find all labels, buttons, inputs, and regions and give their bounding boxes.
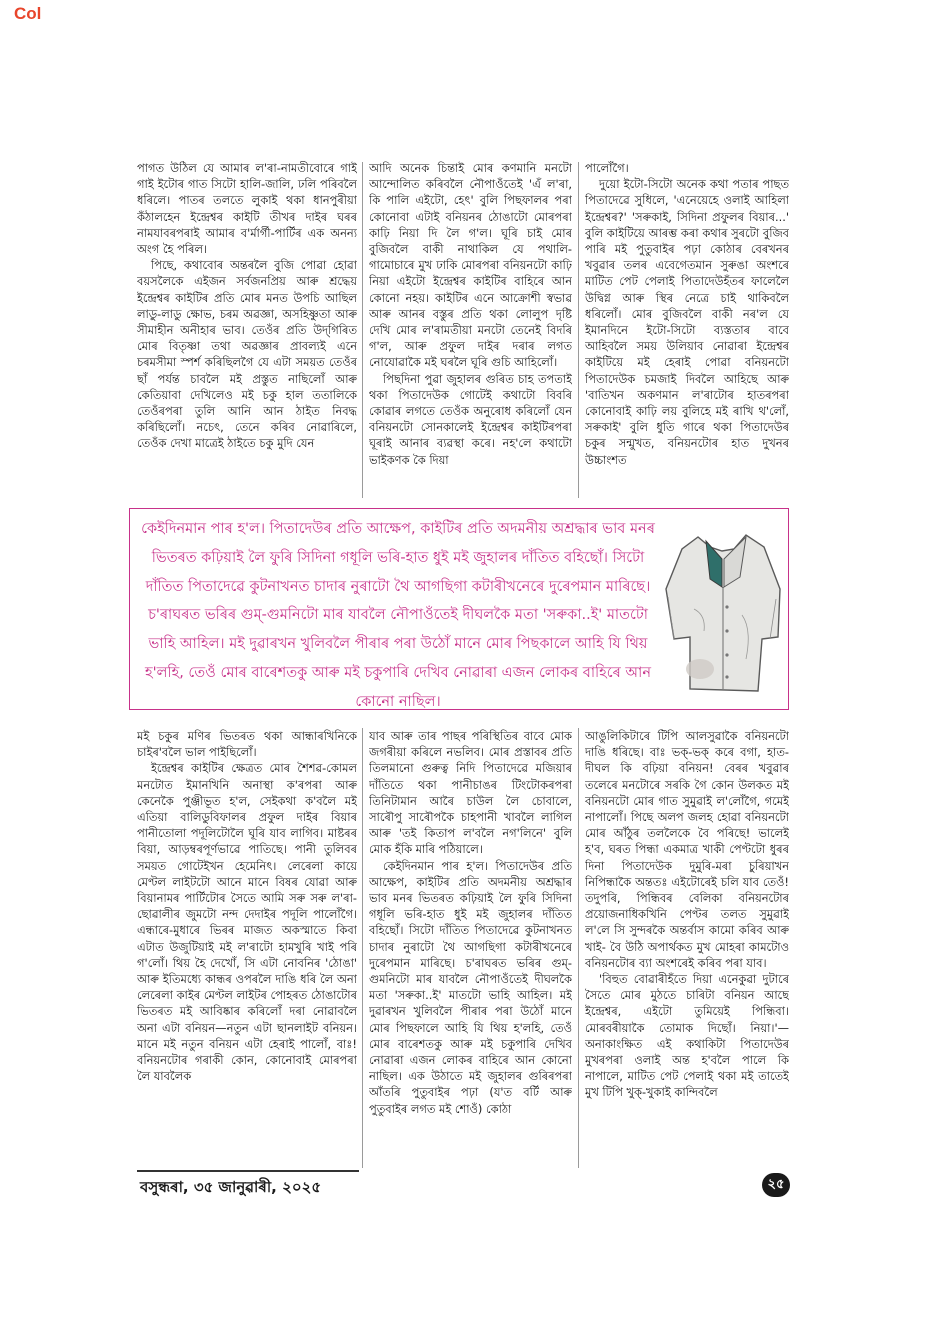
column-top-2: [369, 160, 572, 500]
paragraph: কেইদিনমান পাৰ হ'ল। পিতাদেউৰ প্ৰতি আক্ষেপ, কাইটিৰ প্ৰতি অদমনীয় অশ্ৰদ্ধাৰ ভাব মনৰ ভিতৰত কঢ়িয়াই লৈ ফুৰি সিদিনা গধূলি ভৰি-হাত ধুই মই জুহালৰ দাঁতিত বহিছোঁ। সিটো দাঁতিত পিতাদেৱে কুটনাখনত চাদাৰ নুৰাটো থৈ আগছিগা কটাৰীখনেৰে দুৰেপমান মাৰিছে। চ'ৰাঘৰত ভৰিৰ গুম্‌-গুমনিটো মাৰ যাবলৈ নৌপাওঁতেই দীঘলকৈ মতা 'সৰুকা..ই' মাতটো ভাহি আহিল। মই দুৱাৰখন খুলিবলৈ পীৰাৰ পৰা উঠোঁ মানে মোৰ পিছফালে আহি যি থিয় হ'লহি, তেওঁ মোৰ বাৰেশতকু আৰু মই চকুপাৰি দেখিব নোৱাৰা এজন লোকৰ বাহিৰে আন কোনো নাছিল। এক উঠাতে মই জুহালৰ গুৰিৰপৰা আঁতৰি পুতুবাইৰ পঢ়া (য'ত বৰ্টি আৰু পুতুবাইৰ লগত মই শোওঁ) কোঠা: [369, 858, 572, 1116]
corner-tag: Col: [14, 4, 42, 23]
column-divider: [362, 162, 363, 498]
footer-rule: [137, 1170, 359, 1172]
column-divider: [578, 162, 579, 498]
column-bottom-3: [585, 728, 789, 1168]
publication-footer: বসুন্ধৰা, ৩৫ জানুৱাৰী, ২০২৫: [140, 1178, 322, 1196]
column-bottom-2: [369, 728, 572, 1168]
pull-quote-text: কেইদিনমান পাৰ হ'ল। পিতাদেউৰ প্ৰতি আক্ষেপ, কাইটিৰ প্ৰতি অদমনীয় অশ্ৰদ্ধাৰ ভাব মনৰ ভিতৰত কঢ়িয়াই লৈ ফুৰি সিদিনা গধূলি ভৰি-হাত ধুই মই জুহালৰ দাঁতিত বহিছোঁ। সিটো দাঁতিত পিতাদেৱে কুটনাখনত চাদাৰ নুৰাটো থৈ আগছিগা কটাৰীখনেৰে দুৰেপমান মাৰিছে। চ'ৰাঘৰত ভৰিৰ গুম্‌-গুমনিটো মাৰ যাবলৈ নৌপাওঁতেই দীঘলকৈ মতা 'সৰুকা..ই' মাতটো ভাহি আহিল। মই দুৱাৰখন খুলিবলৈ পীৰাৰ পৰা উঠোঁ মানে মোৰ পিছকালে আহি যি থিয় হ'লহি, তেওঁ মোৰ বাৰেশতকু আৰু মই চকুপাৰি দেখিব নোৱাৰা এজন লোকৰ বাহিৰে আন কোনো নাছিল।: [141, 521, 655, 710]
paragraph: মই চকুৰ মণিৰ ভিতৰত থকা আন্ধাৰখিনিকে চাইৰ'বলৈ ভাল পাইছিলোঁ।: [137, 729, 357, 760]
paragraph: পিছদিনা পুৱা জুহালৰ গুৰিত চাহ তপতাই থকা পিতাদেউক গোটেই কথাটো বিবৰি কোৱাৰ লগতে তেওঁক অনুৰোধ কৰিলোঁ যেন বনিয়নটো সোনকালেই ইন্দ্ৰেশ্বৰ কাইটিৰপৰা ঘূৰাই আনাৰ ব্যৱস্থা কৰে। নহ'লে কথাটো ভাইকণক কৈ দিয়া: [369, 371, 572, 467]
paragraph: পিছে, কথাবোৰ অন্তৰলৈ বুজি পোৱা হোৱা বয়সলৈকে এইজন সৰ্বজনপ্ৰিয় আৰু শ্ৰদ্ধেয় ইন্দ্ৰেশ্বৰ কাইটিৰ প্ৰতি মোৰ মনত উপচি আছিল লাডু-লাডু ক্ষোভ, চৰম অৱজ্ঞা, অসহিষ্ণুতা আৰু সীমাহীন অনীহাৰ ভাব। তেওঁৰ প্ৰতি উদ্‌গিৰিত মোৰ বিতৃষ্ণা তথা অৱজ্ঞাৰ প্ৰাবল্যই এনে চৰমসীমা স্পৰ্শ কৰিছিলগৈ যে এটা সময়ত তেওঁৰ ছাঁ পৰ্যন্ত চাবলৈ মই প্ৰস্তুত নাছিলোঁ আৰু কেতিয়াবা দেখিলেও মই চকু হাল ততালিকে তেওঁৰপৰা তুলি আনি আন ঠাইত নিবদ্ধ কৰিছিলোঁ। নচেৎ, তেনে কৰিব নোৱাৰিলে, তেওঁক দেখা মাত্ৰেই ঠাইতে চকু মুদি যেন: [137, 258, 357, 451]
paragraph: পাগত উঠিল যে আমাৰ ল'ৰা-নামতীবোৰে গাই গাই ইটোৰ গাত সিটো হালি-জালি, ঢলি পৰিবলৈ ধৰিলে। পাতৰ তলতে লুকাই থকা ধানপুৰীয়া কঁঠালহেন ইন্দ্ৰেশ্বৰ কাইটি তীখৰ দাইৰ ঘৰৰ নামযাবৰপৰাই আমাৰ ব'ৰ্মাৰ্গী-পাৰ্টিৰ এক অনন্য অংগ হৈ পৰিল।: [137, 161, 357, 257]
paragraph: ইন্দ্ৰেশ্বৰ কাইটিৰ ক্ষেত্ৰত মোৰ শৈশৱ-কোমল মনটোত ইমানখিনি অনাস্থা ক'ৰপৰা আৰু কেনেকৈ পুঞ্জীভূত হ'ল, সেইকথা ক'বলৈ মই এতিয়া বালিডুবিফালৰ প্ৰফুল দাইৰ বিয়াৰ পানীতোলা পদূলিটোলৈ ঘূৰি যাব লাগিব। মাষ্টৰৰ বিয়া, আড়ম্বৰপূৰ্ণভাৱে পাতিছে। পানী তুলিবৰ সময়ত গোটেইখন হেমেনিৎ। লেৰেলা কায়ে মেণ্টল লাইটটো আনে মানে বিষৰ যোৱা আৰু বিয়ানামৰ পাৰ্টিটোৰ সৈতে আমি সৰু সৰু ল'ৰা-ছোৱালীৰ জুমটো নন্দ দেদাইৰ পদূলি পালোঁগৈ। এন্ধাৰে-মুধাৰে ভিৰৰ মাজত অকস্মাতে কিবা এটাত উজুটিয়াই মই ল'ৰাটো হামখুৰি খাই পৰি গ'লোঁ। থিয় হৈ দেখোঁ, সি এটা নোবনিৰ 'ঠোঙা' আৰু ইতিমধ্যে কান্ধৰ ওপৰলৈ দাঙি ধৰি লৈ অনা লেৰেলা কাইৰ মেণ্টল লাইটৰ পোহৰত ঠোঙাটোৰ ভিতৰত মই আবিষ্কাৰ কৰিলোঁ দৰা নোৱাবলৈ অনা এটা বনিয়ন—নতুন এটা ছানলাইট বনিয়ন। মানে মই নতুন বনিয়ন এটা হেৰাই পালোঁ, বাঃ! বনিয়নটোৰ গৰাকী কোন, কোনোবাই মোৰপৰা লৈ যাবলৈক: [137, 761, 357, 1084]
column-divider: [578, 728, 579, 1168]
paragraph: আঙুলিকিটাৰে টিপি আলসুৱাকৈ বনিয়নটো দাঙি ধৰিছে। বাঃ ভক্-ভক্ কৰে বগা, হাত-দীঘল কি বঢ়িয়া বনিয়ন! বেৰৰ খবুৱাৰ তলেৰে মনটোৰে সৰকি গৈ কোন উলকত মই বনিয়নটো মোৰ গাত সুমুৱাই ল'লোঁগৈ, গমেই নাপালোঁ। পিছে অলপ জলহ হোৱা বনিয়নটো মোৰ আঁঠুৰ তললৈকে বৈ পৰিছে! ভালেই হ'ব, ঘৰত পিন্ধা একমাত্ৰ খাকী পেণ্টটো ধুৰৰ দিনা পিতাদেউক দুমুৰি-মৰা চুৰিয়াখন নিপিন্ধাকৈ অন্ততঃ এইটোৰেই চলি যাব তেওঁ! তদুপৰি, পিন্ধিবৰ বেলিকা বনিয়নটোৰ প্ৰয়োজনাধিকখিনি পেণ্টৰ তলত সুমুৱাই ল'লে সি সুন্দৰকৈ অন্তৰ্বাস কামো কৰিব আৰু খাই- বৈ উঠি অপাৰ্থকত মুখ মোহৰা কামটোও বনিয়নটোৰ ব্যা অংশৰেই কৰিব পৰা যাব।: [585, 729, 789, 970]
paragraph: আদি অনেক চিন্তাই মোৰ কণমানি মনটো আন্দোলিত কৰিবলৈ নৌপাওঁতেই 'এঁ ল'ৰা, কি পালি এইটো, হেৎ' বুলি পিছফালৰ পৰা কোনোবা এটাই বনিয়নৰ ঠোঙাটো মোৰপৰা কাঢ়ি নিয়া দি লৈ গ'ল। ঘূৰি চাই মোৰ বুজিবলৈ বাকী নাথাকিল যে পথালি-গামোচাৰে মুখ ঢাকি মোৰপৰা বনিয়নটো কাঢ়ি নিয়া এইটো ইন্দ্ৰেশ্বৰ কাইটিৰ বাহিৰে আন কোনো নহয়। কাইটিৰ এনে আক্ৰোশী স্বভাৱ আৰু আনৰ বস্তুৰ প্ৰতি থকা লোলুপ দৃষ্টি দেখি মোৰ ল'ৰামতীয়া মনটো তেনেই বিদৰি গ'ল, আৰু প্ৰফুল দাইৰ দৰাৰ লগত নোযোৱাকৈ মই ঘৰলৈ ঘূৰি গুচি আহিলোঁ।: [369, 161, 572, 370]
column-top-3: [585, 160, 789, 500]
shirt-illustration: [660, 519, 784, 701]
column-bottom-1: [137, 728, 357, 1168]
paragraph: যাব আৰু তাৰ পাছৰ পৰিস্থিতিৰ বাবে মোক জগৰীয়া কৰিলে নভলিব। মোৰ প্ৰস্তাবৰ প্ৰতি তিলমানো গুৰুত্ব নিদি পিতাদেৱে মজিয়াৰ দাঁতিতে থকা পানীচাঙৰ টিংটোকৰপৰা তিনিটামান আৰৈ চাউল লৈ চোবালে, সাৰৌপু সাৰৌপকৈ চাহপানী খাবলৈ লাগিল আৰু 'তই কিতাপ ল'বলৈ নগ'লিনে' বুলি মোক হঁকি মাৰি পঠিয়ালে।: [369, 729, 572, 857]
page-number-badge: ২৫: [762, 1173, 790, 1197]
pull-quote-box: [129, 508, 789, 710]
paragraph: 'বিহুত বোৱাৰীহঁতে দিয়া এনেকুৱা দুটাৰে সৈতে মোৰ মুঠতে চাৰিটা বনিয়ন আছে ইন্দ্ৰেশ্বৰ, এইটো তুমিয়েই পিন্ধিবা। মোৰবৰীয়াকৈ তোমাক দিছোঁ। নিয়া।'— অনাকাংক্ষিত এই কথাকিটা পিতাদেউৰ মুখৰপৰা ওলাই অন্ত হ'বলৈ পালে কি নাপালে, মাটিত পেট পেলাই থকা মই তাতেই মুখ টিপি খুক্-খুকাই কান্দিবলৈ: [585, 972, 789, 1100]
paragraph: পালোঁগৈ।: [585, 161, 629, 175]
paragraph: দুয়ো ইটো-সিটো অনেক কথা পতাৰ পাছত পিতাদেৱে সুধিলে, 'এনেয়েহে ওলাই আহিলা ইন্দ্ৰেশ্বৰ?' 'সৰুকাই, সিদিনা প্ৰফুলৰ বিয়াৰ...' বুলি কাইটিয়ে আৰম্ভ কৰা কথাৰ সুৰটো বুজিব পাৰি মই পুতুবাইৰ পঢ়া কোঠাৰ বেৰখনৰ খবুৱাৰ তলৰ এবেগেতমান সুৰুঙা অংশৰে মাটিত পেট পেলাই পিতাদেউহঁতৰ ফালেলৈ উদ্বিগ্ন আৰু স্থিৰ নেত্ৰে চাই থাকিবলৈ ধৰিলোঁ। মোৰ বুজিবলৈ বাকী নৰ'ল যে ইমানদিনে ইটো-সিটো ব্যস্ততাৰ বাবে আহিবলৈ সময় উলিয়াব নোৱাৰা ইন্দ্ৰেশ্বৰ কাইটিয়ে মই হেৰাই পোৱা বনিয়নটো পিতাদেউক চমজাই দিবলৈ আহিছে আৰু 'বাতিখন অকণমান ল'ৰাটোৰ হাতৰপৰা কোনোবাই কাঢ়ি লয় বুলিহে মই ৰাখি থ'লোঁ, সৰুকাই' বুলি ধুতি গাৰে থকা পিতাদেউৰ চকুৰ সন্মুখত, বনিয়নটোৰ হাত দুখনৰ উচ্চাংশত: [585, 177, 789, 467]
column-divider: [362, 728, 363, 1168]
column-top-1: [137, 160, 357, 500]
